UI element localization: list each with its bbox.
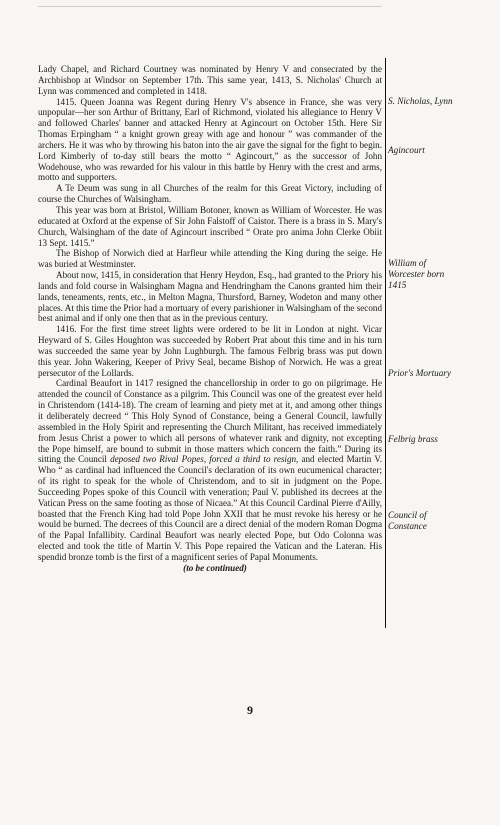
- margin-note-council-1: Council of: [388, 510, 427, 520]
- margin-rule: [385, 58, 386, 628]
- paragraph-1415-agincourt: 1415. Queen Joanna was Regent during Henry V's absence in France, she was very unpopular—her son Arthur of Brittany, Earl of Richmond, violated his allegiance to Henry V and followed Charles' banner and attacked Henry at Agincourt on October 15th. Here Sir Thomas Erpingham “ a knight grown greay with age and honour ” was commander of the archers. He it was who by throwing his baton into the air gave the signal for the fight to begin. Lord Kimberly of to-day still bears the motto “ Agincourt,” as the successor of John Wodehouse, who was rewarded for his valour in this battle by Henry with the crest and arms, motto and supporters.: [38, 96, 382, 183]
- paragraph-bishop-norwich: The Bishop of Norwich died at Harfleur while attending the King during the seige. He was buried at Westminster.: [38, 248, 382, 270]
- council-text-b: and elected Martin V. Who “ as cardinal had influenced the Council's declaration of its own eucumenical character; of its right to speak for the whole of Christendom, and to sit in judgment on the Pope. Succeeding Popes spoke of this Council with veneration; Paul V. published its decrees at the Vatican Press on the same footing as those of Nicaea.” At this Council Cardinal Pierre d'Ailly, boasted that the French King had told Pope John XXII that he must revoke his heresy or he would be burned. The decrees of this Council are a direct denial of the modern Roman Dogma of the Papal Infallibity. Cardinal Beaufort was nearly elected Pope, but Odo Colonna was elected and took the title of Martin V. This Pope repaired the Vatican and the Lateran. His spendid bronze tomb is the first of a magnificent series of Papal Monuments.: [38, 454, 382, 562]
- paragraph-council-of-constance: [38, 378, 382, 562]
- margin-note-william-3: 1415: [388, 280, 407, 290]
- paragraph-henry-heydon: About now, 1415, in consideration that Henry Heydon, Esq., had granted to the Priory his lands and fold course in Walsingham Magna and Hendringham the Canons granted him their lands, teneaments, rents, etc., in Melton Magna, Thursford, Barney, Wodeton and many other places. At this time the Prior had a mortuary of every parishioner in Walsingham of the second best animal and if only one then that as in the previous century.: [38, 270, 382, 324]
- page-number: 9: [247, 703, 253, 717]
- to-be-continued: (to be continued): [183, 562, 247, 573]
- top-edge-mark: [38, 6, 382, 7]
- paragraph-1416-street-lights: 1416. For the first time street lights were ordered to be lit in London at night. Vicar Heyward of S. Giles Houghton was succeeded by Robert Prat about this time and in his turn was succeeded the same year by John Lughburgh. The famous Felbrig brass was put down this year. John Wakering, Keeper of Privy Seal, became Bishop of Norwich. He was a great persecutor of the Lollards.: [38, 324, 382, 378]
- margin-note-william-1: William of: [388, 258, 427, 268]
- margin-note-felbrig: Felbrig brass: [388, 434, 438, 444]
- margin-note-william-2: Worcester born: [388, 269, 445, 279]
- paragraph-william-of-worcester: This year was born at Bristol, William Botoner, known as William of Worcester. He was educated at Oxford at the expense of Sir John Falstoff of Caistor. There is a brass in S. Mary's Church, Walsingham of the date of Agincourt inscribed “ Orate pro anima John Clerke Obiit 13 Sept. 1415.”: [38, 204, 382, 248]
- council-text-a: Cardinal Beaufort in 1417 resigned the chancellorship in order to go on pilgrimage. He attended the council of Constance as a pilgrim. This Council was one of the greatest ever held in Christendom (1414-18). The cream of learning and piety met at it, and among other things it deliberately decreed “ This Holy Synod of Constance, being a General Council, lawfully assembled in the Holy Spirit and representing the Church Militant, has received immediately from Jesus Christ a power to which all persons of whatever rank and dignity, not excepting the Pope himself, are bound to submit in those matters which concern the faith.” During its sitting the Council: [38, 378, 382, 465]
- margin-note-mortuary: Prior's Mortuary: [388, 368, 451, 378]
- margin-note-agincourt: Agincourt: [388, 145, 425, 155]
- paragraph-te-deum: A Te Deum was sung in all Churches of the realm for this Great Victory, including of course the Churches of Walsingham.: [38, 183, 382, 205]
- margin-note-council-2: Constance: [388, 521, 427, 531]
- margin-note-lynn: S. Nicholas, Lynn: [388, 96, 453, 106]
- main-text-column: [38, 64, 382, 574]
- council-emphasis: deposed two Rival Popes, forced a third to resign,: [110, 454, 299, 465]
- paragraph-lady-chapel: Lady Chapel, and Richard Courtney was nominated by Henry V and consecrated by the Archbishop at Windsor on September 17th. This same year, 1413, S. Nicholas' Church at Lynn was commenced and completed in 1418.: [38, 64, 382, 96]
